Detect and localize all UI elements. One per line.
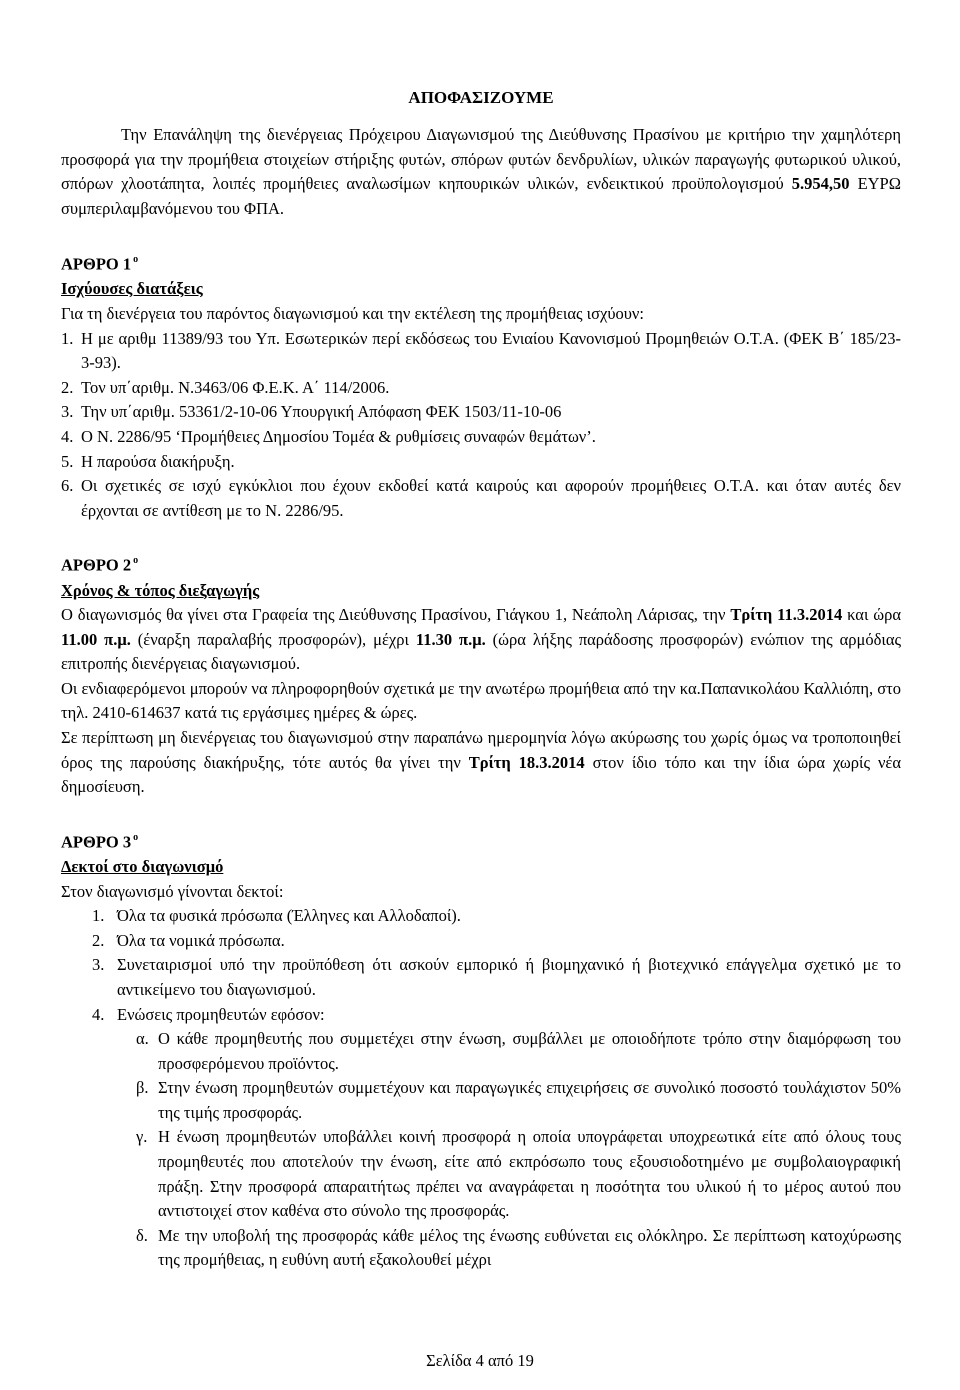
article-2-paragraph-2: Οι ενδιαφερόμενοι μπορούν να πληροφορηθούν σχετικά με την ανωτέρω προμήθεια από την κα.Παπανικολάου Καλλιόπη, στο τηλ. 2410-614637 κατά τις εργάσιμες ημέρες & ώρες. [61, 678, 901, 723]
list-item-text: Η ένωση προμηθευτών υποβάλλει κοινή προσφορά η οποία υπογράφεται υποχρεωτικά είτε από όλους τους προμηθευτές που αποτελούν την ένωση, είτε από εκπρόσωπο τους εξουσιοδοτημένο με συμβολαιογραφική πράξη. Στην προσφορά απαραιτήτως πρέπει να αναγράφεται η ποσότητα του υλικού ή το μέρος αυτού που αντιστοιχεί στον καθένα στο σύνολο της προσφοράς. [158, 1127, 901, 1221]
a2p1-c: (έναρξη παραλαβής προσφορών), μέχρι [130, 629, 416, 649]
list-item-text: Όλα τα φυσικά πρόσωπα (Έλληνες και Αλλοδαποί). [117, 906, 461, 926]
list-item-number: 1. [61, 328, 74, 348]
list-item [61, 327, 901, 376]
intro-text: Την Επανάληψη της διενέργειας Πρόχειρου Διαγωνισμού της Διεύθυνσης Πρασίνου με κριτήριο την χαμηλότερη προσφορά για την προμήθεια στοιχείων στήριξης φυτών, σπόρων φυτών δενδρυλίων, υλικών παραγωγής φυτωρικού υλικού, σπόρων χλοοτάπητα, λοιπές προμήθειες αναλωσίμων κηπουρικών υλικών, ενδεικτικού προϋπολογισμού [61, 125, 901, 194]
article-2-heading [61, 550, 901, 578]
article-2-title: ΑΡΘΡΟ 2 [61, 555, 132, 575]
article-3-sublist [61, 1027, 901, 1273]
list-item-number: β. [136, 1078, 149, 1098]
article-3-subtitle: Δεκτοί στο διαγωνισμό [61, 856, 224, 876]
list-item-text: Συνεταιρισμοί υπό την προϋπόθεση ότι ασκούν εμπορικό ή βιομηχανικό ή βιοτεχνικό επάγγελμα σχετικό με το αντικείμενο του διαγωνισμού. [117, 955, 901, 999]
a2p3-a: Σε περίπτωση μη διενέργειας του διαγωνισμού στην παραπάνω ημερομηνία λόγω ακύρωσης του χωρίς όμως να τροποποιηθεί όρος της παρούσης διακήρυξης, τότε αυτός θα γίνει την [61, 728, 901, 772]
article-3-heading [61, 827, 901, 855]
list-item-text: Την υπ΄αριθμ. 53361/2-10-06 Υπουργική Απόφαση ΦΕΚ 1503/11-10-06 [81, 402, 562, 422]
budget-amount: 5.954,50 [791, 174, 850, 194]
list-item-number: δ. [136, 1225, 148, 1245]
article-2-paragraph-3 [61, 726, 901, 800]
list-item [61, 474, 901, 523]
article-1-heading [61, 249, 901, 277]
page-footer: Σελίδα 4 από 19 [426, 1351, 534, 1370]
list-item [61, 400, 901, 425]
list-item-number: 1. [92, 906, 105, 926]
list-item [61, 425, 901, 450]
list-item [92, 929, 901, 954]
contest-date: Τρίτη 11.3.2014 [730, 605, 843, 625]
list-item [92, 1003, 901, 1028]
article-1-list [61, 327, 901, 524]
article-3-title: ΑΡΘΡΟ 3 [61, 832, 132, 852]
document-page [61, 86, 901, 1273]
list-item-text: Η με αριθμ 11389/93 του Υπ. Εσωτερικών περί εκδόσεως του Ενιαίου Κανονισμού Προμηθειών Ο.Τ.Α. (ΦΕΚ Β΄ 185/23-3-93). [81, 328, 901, 373]
list-item [61, 376, 901, 401]
article-1-subtitle: Ισχύουσες διατάξεις [61, 279, 203, 299]
list-item [92, 904, 901, 929]
list-item-number: 4. [92, 1004, 105, 1024]
article-2-paragraph-1 [61, 603, 901, 677]
list-item [136, 1076, 901, 1125]
list-item-number: 3. [61, 402, 74, 422]
list-item-text: Στην ένωση προμηθευτών συμμετέχουν και παραγωγικές επιχειρήσεις σε συνολικό ποσοστό τουλάχιστον 50% της τιμής προσφοράς. [158, 1078, 901, 1122]
article-3-ordinal: ο [133, 831, 139, 843]
article-3-lead: Στον διαγωνισμό γίνονται δεκτοί: [61, 881, 284, 901]
intro-paragraph [61, 123, 901, 221]
list-item-text: Η παρούσα διακήρυξη. [81, 451, 235, 471]
article-1-title: ΑΡΘΡΟ 1 [61, 254, 132, 274]
list-item [136, 1125, 901, 1223]
list-item-number: 2. [92, 930, 105, 950]
intro-tail: ΕΥΡΩ συμπεριλαμβανόμενου του ΦΠΑ. [61, 174, 902, 218]
a2p1-d: (ώρα λήξης παράδοσης προσφορών) ενώπιον της αρμόδιας επιτροπής διενέργειας διαγωνισμού. [61, 629, 902, 674]
start-time: 11.00 π.μ. [61, 629, 131, 649]
list-item [92, 953, 901, 1002]
list-item-text: Με την υποβολή της προσφοράς κάθε μέλος της ένωσης ευθύνεται εις ολόκληρο. Σε περίπτωση κατοχύρωσης της προμήθειας, η ευθύνη αυτή εξακολουθεί μέχρι [158, 1225, 901, 1270]
list-item-number: α. [136, 1029, 149, 1049]
a2p3-b: στον ίδιο τόπο και την ίδια ώρα χωρίς νέα δημοσίευση. [61, 752, 901, 797]
article-3-list [61, 904, 901, 1027]
list-item-number: 6. [61, 476, 74, 496]
alternate-date: Τρίτη 18.3.2014 [468, 752, 585, 772]
list-item [61, 450, 901, 475]
end-time: 11.30 π.μ. [415, 629, 486, 649]
list-item-text: Τον υπ΄αριθμ. Ν.3463/06 Φ.Ε.Κ. Α΄ 114/2006. [81, 377, 390, 397]
article-2-ordinal: ο [133, 555, 139, 567]
list-item [136, 1027, 901, 1076]
page-title: ΑΠΟΦΑΣΙΖΟΥΜΕ [408, 88, 554, 107]
a2p1-b: και ώρα [842, 605, 901, 625]
a2p1-a: Ο διαγωνισμός θα γίνει στα Γραφεία της Διεύθυνσης Πρασίνου, Γιάγκου 1, Νεάπολη Λάρισας, την [61, 605, 731, 625]
article-2-subtitle: Χρόνος & τόπος διεξαγωγής [61, 580, 260, 600]
list-item-number: 3. [92, 955, 105, 975]
list-item-number: γ. [136, 1127, 148, 1147]
list-item-number: 4. [61, 427, 74, 447]
list-item-text: Ενώσεις προμηθευτών εφόσον: [117, 1004, 325, 1024]
list-item-number: 5. [61, 451, 74, 471]
list-item-text: Οι σχετικές σε ισχύ εγκύκλιοι που έχουν εκδοθεί κατά καιρούς και αφορούν προμήθειες Ο.Τ.Α. και όταν αυτές δεν έρχονται σε αντίθεση με το Ν. 2286/95. [81, 476, 901, 520]
list-item-text: Ο κάθε προμηθευτής που συμμετέχει στην ένωση, συμβάλλει με οποιοδήποτε τρόπο στην διαμόρφωση του προσφερόμενου προϊόντος. [158, 1029, 901, 1073]
list-item-text: Όλα τα νομικά πρόσωπα. [117, 930, 285, 950]
article-1-lead: Για τη διενέργεια του παρόντος διαγωνισμού και την εκτέλεση της προμήθειας ισχύουν: [61, 304, 644, 324]
article-1-ordinal: ο [133, 254, 139, 266]
list-item [136, 1224, 901, 1273]
list-item-text: Ο Ν. 2286/95 ‘Προμήθειες Δημοσίου Τομέα & ρυθμίσεις συναφών θεμάτων’. [81, 427, 596, 447]
list-item-number: 2. [61, 377, 74, 397]
